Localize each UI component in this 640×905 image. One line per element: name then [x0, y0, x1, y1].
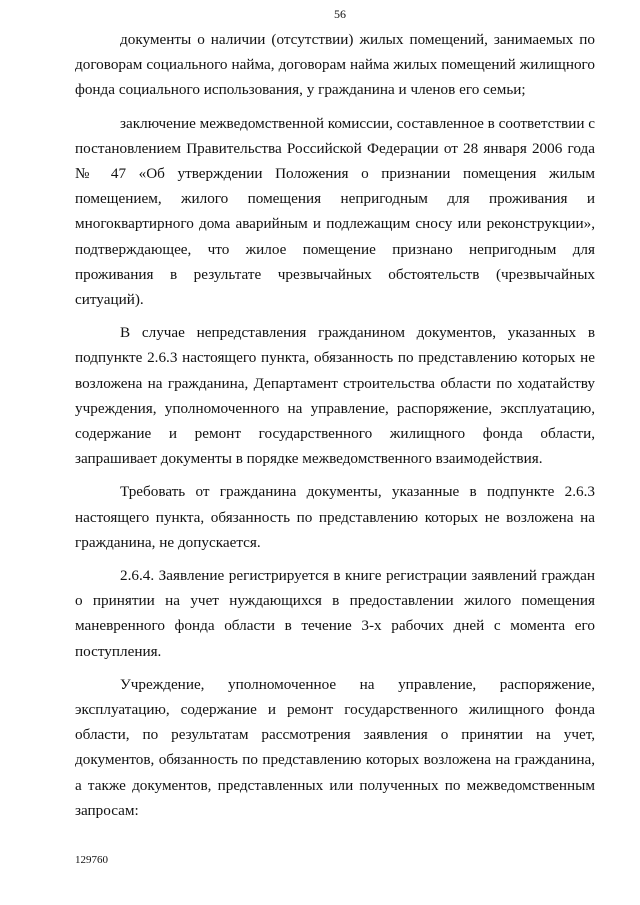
page-number: 56 — [334, 7, 346, 21]
paragraph-commission-conclusion: заключение межведомственной комиссии, составленное в соответствии с постановлением Правительства Российской Федерации от 28 января 2006 года № 47 «Об утверждении Положения о признании помещения жилым помещением, жилого помещения непригодным для проживания и многоквартирного дома аварийным и подлежащим сносу или реконструкции», подтверждающее, что жилое помещение признано непригодным для проживания в результате чрезвычайных обстоятельств (чрезвычайных ситуаций). — [75, 114, 595, 309]
paragraph-2-6-4-registration: 2.6.4. Заявление регистрируется в книге регистрации заявлений граждан о принятии на учет нуждающихся в предоставлении жилого помещения маневренного фонда области в течение 3-х рабочих дней с момента его поступления. — [75, 567, 595, 660]
document-body — [75, 27, 595, 823]
paragraph-non-submission: В случае непредставления гражданином документов, указанных в подпункте 2.6.3 настоящего пункта, обязанность по представлению которых не возложена на гражданина, Департамент строительства области по ходатайству учреждения, уполномоченного на управление, распоряжение, эксплуатацию, содержание и ремонт государственного жилищного фонда области, запрашивает документы в порядке межведомственного взаимодействия. — [75, 324, 595, 468]
paragraph-institution-review: Учреждение, уполномоченное на управление, распоряжение, эксплуатацию, содержание и ремонт государственного жилищного фонда области, по результатам рассмотрения заявления о принятии на учет, документов, обязанность по представлению которых возложена на гражданина, а также документов, представленных или полученных по межведомственным запросам: — [75, 675, 595, 819]
paragraph-prohibition: Требовать от гражданина документы, указанные в подпункте 2.6.3 настоящего пункта, обязанность по представлению которых не возложена на гражданина, не допускается. — [75, 483, 595, 551]
paragraph-documents-housing: документы о наличии (отсутствии) жилых помещений, занимаемых по договорам социального найма, договорам найма жилых помещений жилищного фонда социального использования, у гражданина и членов его семьи; — [75, 31, 595, 99]
document-code: 129760 — [75, 854, 108, 866]
